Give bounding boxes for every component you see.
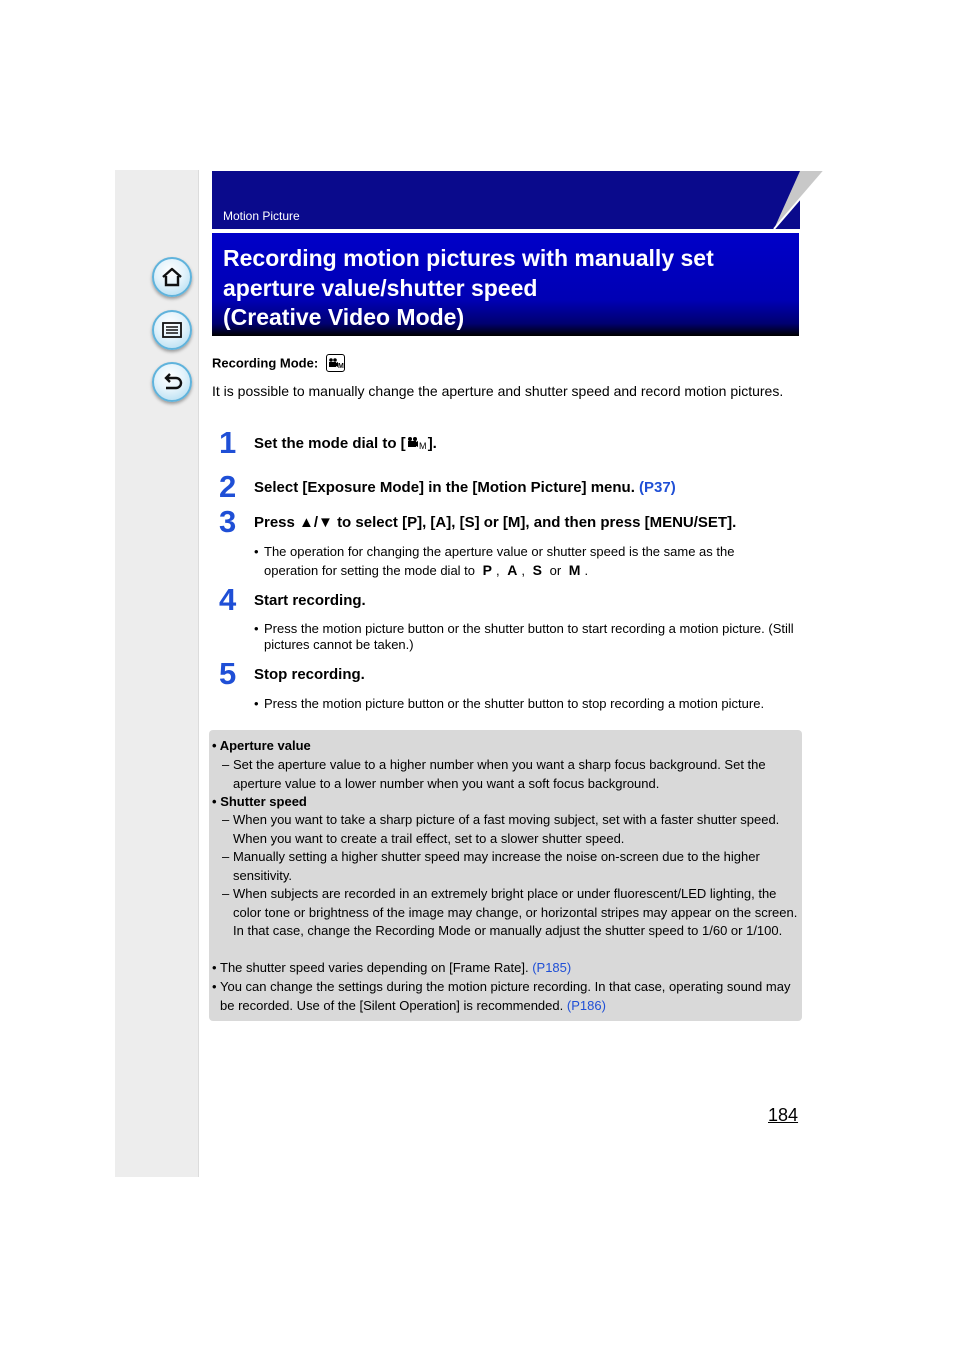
bullet-mark: • <box>212 979 217 994</box>
or-word: or <box>549 563 562 578</box>
creative-video-mode-icon <box>326 354 345 372</box>
mode-a-icon: A <box>507 562 518 578</box>
creative-video-mode-icon <box>406 435 428 450</box>
shutter-note-3-text: When subjects are recorded in an extremely bright place or under fluorescent/LED lighting, the color tone or brightness of the image may change, or horizontal stripes may appear on the screen. In that case, change the Recording Mode or manually adjust the shutter speed to 1/60 or 1/100. <box>233 886 798 938</box>
svg-text:M: M <box>337 363 344 370</box>
page-link-p37[interactable]: (P37) <box>639 479 676 496</box>
step-4-note <box>254 621 802 653</box>
shutter-note-2 <box>222 848 800 885</box>
home-icon <box>161 266 183 288</box>
bullet-mark: • <box>212 738 217 753</box>
step-3-note-line1: The operation for changing the aperture value or shutter speed is the same as the <box>264 544 735 559</box>
shutter-heading <box>212 793 307 812</box>
recording-mode <box>212 355 345 373</box>
step-1-text <box>254 435 437 453</box>
step-3-note <box>254 543 802 580</box>
frame-rate-note-text: The shutter speed varies depending on [Frame Rate]. <box>220 960 529 975</box>
silent-operation-note-text: You can change the settings during the motion picture recording. In that case, operating sound may be recorded. Use of the [Silent Operation] is recommended. <box>220 979 791 1013</box>
shutter-heading-text: Shutter speed <box>220 794 307 809</box>
return-arrow-icon <box>161 371 183 393</box>
recording-mode-label: Recording Mode: <box>212 355 319 371</box>
separator: , <box>496 563 500 578</box>
step-number: 5 <box>219 656 237 691</box>
step-number: 2 <box>219 469 237 504</box>
frame-rate-note <box>212 959 800 978</box>
bullet-mark: • <box>254 696 259 711</box>
dash-mark: – <box>222 757 230 772</box>
step-number: 4 <box>219 582 237 617</box>
aperture-heading <box>212 737 311 756</box>
dash-mark: – <box>222 849 230 864</box>
shutter-note-1-text: When you want to take a sharp picture of a fast moving subject, set with a faster shutter speed. When you want to create a trail effect, set to a slower shutter speed. <box>233 812 780 846</box>
mode-s-icon: S <box>532 562 542 578</box>
step-2-text <box>254 479 676 497</box>
step-4-text: Start recording. <box>254 592 366 609</box>
bullet-mark: • <box>254 621 259 636</box>
svg-text:M: M <box>418 441 427 450</box>
step-5-note-text: Press the motion picture button or the shutter button to stop recording a motion picture. <box>264 696 765 711</box>
aperture-note-1 <box>222 756 800 793</box>
section-breadcrumb: Motion Picture <box>223 209 300 223</box>
intro-paragraph: It is possible to manually change the aperture and shutter speed and record motion pictures. <box>212 383 784 399</box>
page-title: Recording motion pictures with manually set aperture value/shutter speed (Creative Video Mode) <box>223 245 714 330</box>
step-4-note-text: Press the motion picture button or the shutter button to start recording a motion picture. (Still pictures cannot be taken.) <box>264 621 794 652</box>
header-corner-decoration <box>770 171 826 231</box>
step-5-text: Stop recording. <box>254 666 365 683</box>
period: . <box>584 563 589 578</box>
step-3-note-line2: operation for setting the mode dial to <box>264 563 476 578</box>
list-icon <box>161 319 183 341</box>
aperture-note-1-text: Set the aperture value to a higher number when you want a sharp focus background. Set the aperture value to a lower number when you want a soft focus background. <box>233 757 766 791</box>
mode-m-icon: M <box>568 562 581 578</box>
page-link-p185[interactable]: (P185) <box>532 960 572 975</box>
home-button[interactable] <box>152 257 192 297</box>
bullet-mark: • <box>212 960 217 975</box>
bullet-mark: • <box>212 794 217 809</box>
step-1-text-before: Set the mode dial to [ <box>254 435 406 452</box>
header-band <box>212 171 800 229</box>
back-button[interactable] <box>152 362 192 402</box>
dash-mark: – <box>222 886 230 901</box>
step-3-text: Press ▲/▼ to select [P], [A], [S] or [M], and then press [MENU/SET]. <box>254 514 737 531</box>
mode-p-icon: P <box>482 562 492 578</box>
step-number: 1 <box>219 425 237 460</box>
aperture-heading-text: Aperture value <box>219 738 311 753</box>
step-1-text-after: ]. <box>427 435 437 452</box>
dash-mark: – <box>222 812 230 827</box>
bullet-mark: • <box>254 544 259 559</box>
step-5-note <box>254 695 802 713</box>
separator: , <box>521 563 525 578</box>
shutter-note-1 <box>222 811 800 848</box>
silent-operation-note <box>212 978 800 1015</box>
contents-button[interactable] <box>152 310 192 350</box>
page-number: 184 <box>768 1105 799 1125</box>
shutter-note-3 <box>222 885 800 941</box>
step-2-label: Select [Exposure Mode] in the [Motion Picture] menu. <box>254 479 635 496</box>
step-number: 3 <box>219 504 237 539</box>
shutter-note-2-text: Manually setting a higher shutter speed may increase the noise on-screen due to the higher sensitivity. <box>233 849 760 883</box>
page-link-p186[interactable]: (P186) <box>566 997 606 1013</box>
